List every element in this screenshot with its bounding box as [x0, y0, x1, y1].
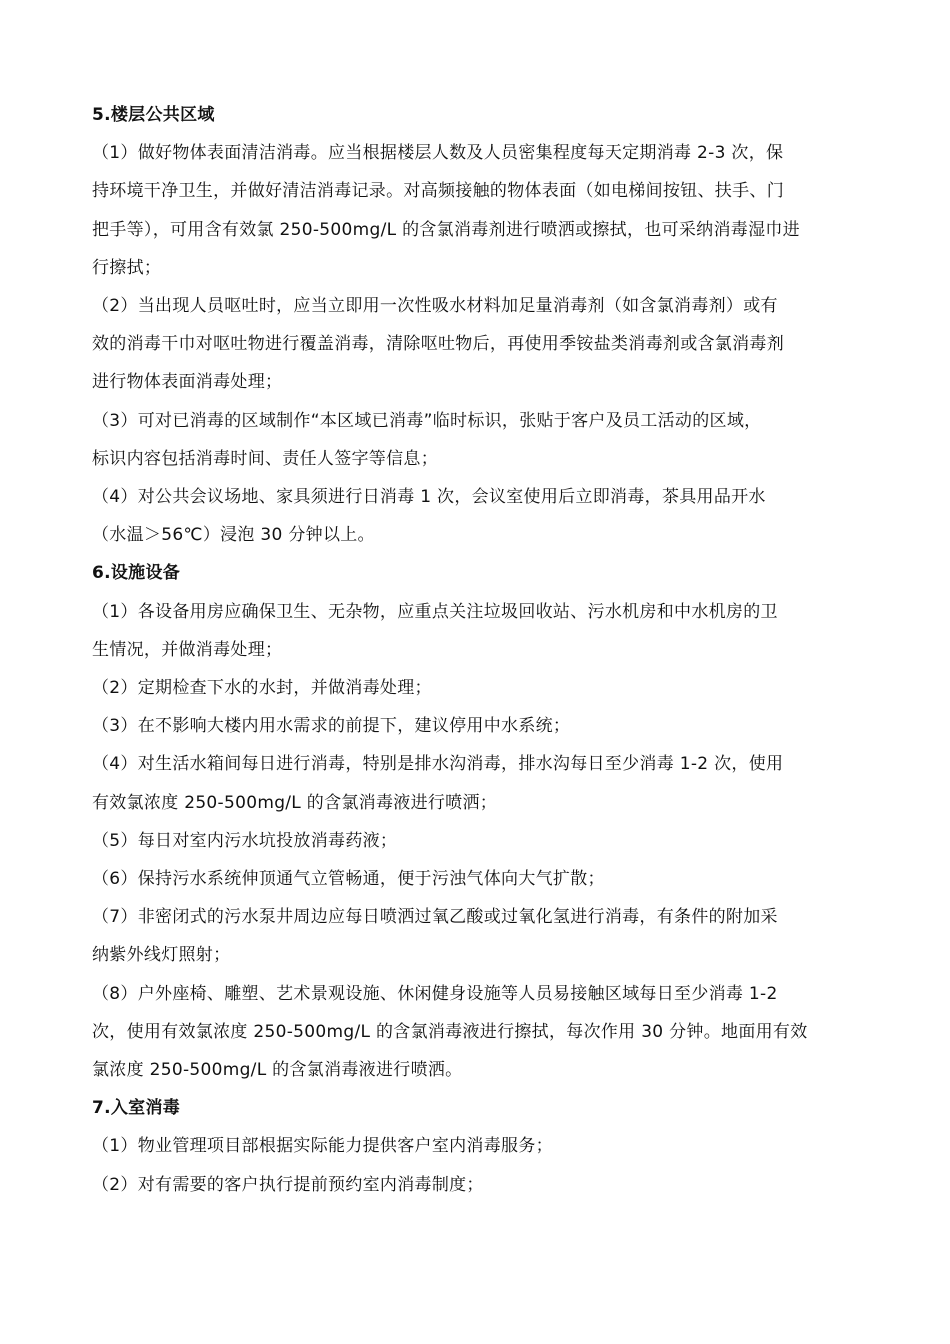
text-line: （1）物业管理项目部根据实际能力提供客户室内消毒服务； — [92, 1136, 553, 1157]
text-line: （2）定期检查下水的水封，并做消毒处理； — [92, 678, 432, 699]
text-line: 持环境干净卫生，并做好清洁消毒记录。对高频接触的物体表面（如电梯间按钮、扶手、门 — [92, 181, 784, 202]
text-line: （5）每日对室内污水坑投放消毒药液； — [92, 830, 398, 851]
text-line: 效的消毒干巾对呕吐物进行覆盖消毒，清除呕吐物后，再使用季铵盐类消毒剂或含氯消毒剂 — [92, 334, 784, 355]
text-line: 有效氯浓度 250-500mg/L 的含氯消毒液进行喷洒； — [92, 792, 498, 813]
section-heading: 5.楼层公共区域 — [92, 105, 215, 125]
text-line: （4）对生活水箱间每日进行消毒，特别是排水沟消毒，排水沟每日至少消毒 1-2 次，使用 — [92, 754, 784, 775]
section-heading: 6.设施设备 — [92, 563, 181, 584]
text-line: 氯浓度 250-500mg/L 的含氯消毒液进行喷洒。 — [92, 1060, 463, 1081]
text-line: （1）各设备用房应确保卫生、无杂物，应重点关注垃圾回收站、污水机房和中水机房的卫 — [92, 601, 778, 622]
text-line: 行擦拭； — [92, 257, 162, 278]
text-line: 次，使用有效氯浓度 250-500mg/L 的含氯消毒液进行擦拭，每次作用 30 分钟。地面用有效 — [92, 1021, 808, 1042]
text-line: （2）当出现人员呕吐时，应当立即用一次性吸水材料加足量消毒剂（如含氯消毒剂）或有 — [92, 296, 778, 317]
text-line: （2）对有需要的客户执行提前预约室内消毒制度； — [92, 1174, 484, 1195]
text-line: （4）对公共会议场地、家具须进行日消毒 1 次，会议室使用后立即消毒，茶具用品开水 — [92, 487, 766, 508]
text-line: 把手等），可用含有效氯 250-500mg/L 的含氯消毒剂进行喷洒或擦拭，也可采纳消毒湿巾进 — [92, 219, 800, 240]
text-line: 纳紫外线灯照射； — [92, 945, 231, 966]
text-line: 生情况，并做消毒处理； — [92, 639, 283, 660]
text-line: （6）保持污水系统伸顶通气立管畅通，便于污浊气体向大气扩散； — [92, 869, 605, 890]
text-line: （3）在不影响大楼内用水需求的前提下，建议停用中水系统； — [92, 716, 571, 737]
text-line: （7）非密闭式的污水泵井周边应每日喷洒过氧乙酸或过氧化氢进行消毒，有条件的附加采 — [92, 907, 778, 928]
text-line: （8）户外座椅、雕塑、艺术景观设施、休闲健身设施等人员易接触区域每日至少消毒 1-2 — [92, 983, 778, 1004]
text-line: 标识内容包括消毒时间、责任人签字等信息； — [92, 448, 438, 469]
text-line: （3）可对已消毒的区域制作“本区域已消毒”临时标识，张贴于客户及员工活动的区域， — [92, 410, 762, 431]
text-line: （1）做好物体表面清洁消毒。应当根据楼层人数及人员密集程度每天定期消毒 2-3 次，保 — [92, 143, 784, 164]
section-heading: 7.入室消毒 — [92, 1098, 181, 1119]
document-page — [92, 96, 862, 1204]
text-line: （水温＞56℃）浸泡 30 分钟以上。 — [92, 525, 375, 546]
text-line: 进行物体表面消毒处理； — [92, 372, 283, 393]
